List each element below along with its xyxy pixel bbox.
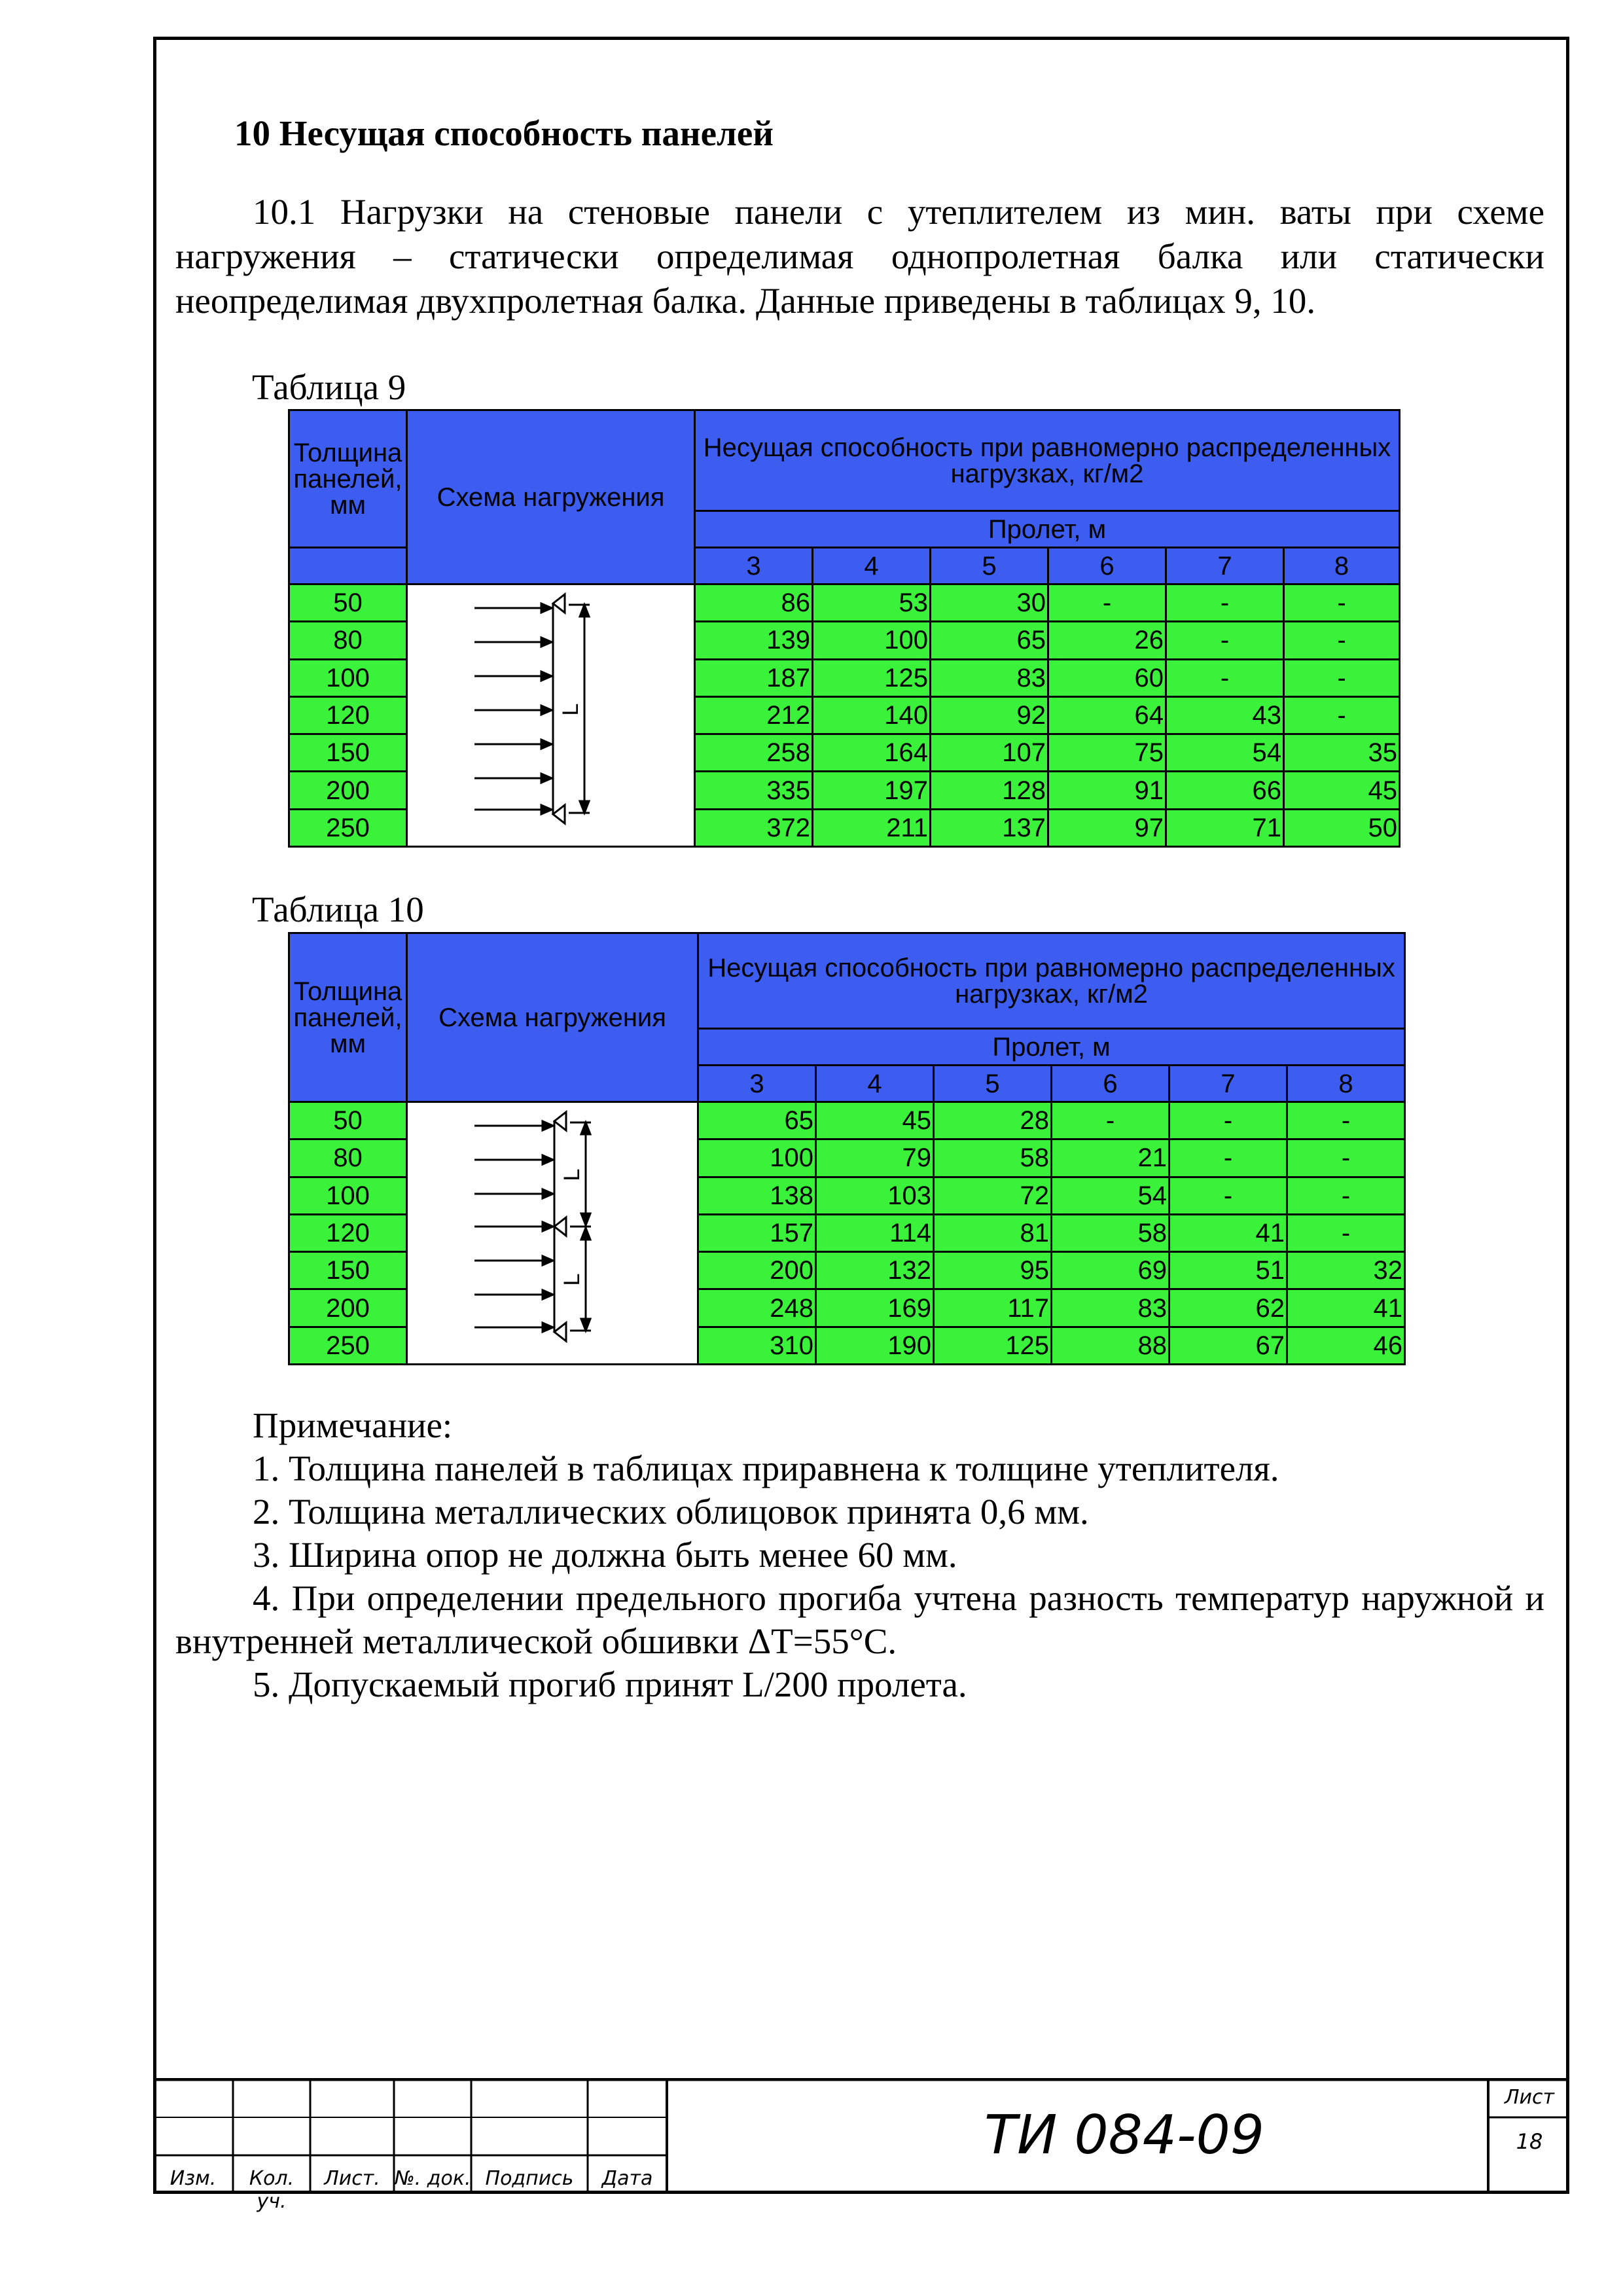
capacity-cell: 65 — [931, 622, 1048, 659]
capacity-cell: 53 — [813, 584, 931, 622]
thickness-cell: 50 — [289, 584, 407, 622]
stamp-label: Кол. уч. — [249, 2167, 294, 2213]
span-col-header: 3 — [695, 548, 813, 584]
capacity-cell: 41 — [1169, 1214, 1287, 1251]
table10-caption: Таблица 10 — [252, 889, 424, 929]
sheet-label: Лист — [1504, 2086, 1555, 2109]
note-item: 1. Толщина панелей в таблицах приравнена к толщине утеплителя. — [253, 1448, 1279, 1488]
capacity-cell: 335 — [695, 772, 813, 809]
capacity-cell: - — [1052, 1102, 1169, 1139]
thickness-cell: 250 — [289, 809, 407, 846]
single-span-beam-diagram — [407, 584, 695, 847]
capacity-cell: - — [1287, 1139, 1405, 1177]
capacity-cell: 35 — [1284, 734, 1400, 772]
note-item: 3. Ширина опор не должна быть менее 60 мм. — [253, 1535, 957, 1575]
thickness-header: Толщина панелей, мм — [289, 410, 407, 548]
thickness-cell: 150 — [289, 734, 407, 772]
capacity-cell: 128 — [931, 772, 1048, 809]
capacity-cell: 100 — [698, 1139, 816, 1177]
capacity-cell: 164 — [813, 734, 931, 772]
capacity-cell: 81 — [934, 1214, 1052, 1251]
capacity-cell: 45 — [816, 1102, 934, 1139]
capacity-cell: 21 — [1052, 1139, 1169, 1177]
capacity-cell: - — [1287, 1177, 1405, 1214]
capacity-cell: 26 — [1048, 622, 1166, 659]
span-col-header: 6 — [1048, 548, 1166, 584]
capacity-cell: 65 — [698, 1102, 816, 1139]
capacity-cell: 258 — [695, 734, 813, 772]
capacity-cell: 50 — [1284, 809, 1400, 846]
capacity-cell: 58 — [1052, 1214, 1169, 1251]
capacity-cell: 91 — [1048, 772, 1166, 809]
capacity-cell: - — [1166, 659, 1284, 696]
capacity-cell: 69 — [1052, 1252, 1169, 1289]
capacity-cell: 54 — [1166, 734, 1284, 772]
capacity-cell: - — [1287, 1214, 1405, 1251]
span-col-header: 7 — [1169, 1066, 1287, 1102]
table-row — [289, 584, 1400, 622]
capacity-cell: 100 — [813, 622, 931, 659]
sheet-number: 18 — [1516, 2129, 1543, 2154]
capacity-cell: 137 — [931, 809, 1048, 846]
span-length-label: L — [558, 703, 583, 716]
capacity-cell: 190 — [816, 1327, 934, 1364]
capacity-cell: - — [1166, 622, 1284, 659]
capacity-cell: 212 — [695, 696, 813, 734]
capacity-cell: 79 — [816, 1139, 934, 1177]
capacity-cell: 157 — [698, 1214, 816, 1251]
capacity-cell: - — [1284, 659, 1400, 696]
capacity-cell: 169 — [816, 1289, 934, 1327]
capacity-cell: 43 — [1166, 696, 1284, 734]
note-item: 4. При определении предельного прогиба учтена разность температур наружной и внутренней металлической обшивки ΔT=55°C. — [175, 1578, 1544, 1661]
table10 — [288, 932, 1406, 1365]
span-col-header: 7 — [1166, 548, 1284, 584]
note-item: 5. Допускаемый прогиб принят L/200 пролета. — [253, 1664, 967, 1704]
stamp-label: Лист. — [324, 2167, 380, 2190]
span-col-header: 3 — [698, 1066, 816, 1102]
two-span-beam-diagram — [407, 1102, 698, 1365]
capacity-cell: 248 — [698, 1289, 816, 1327]
span-length-label: L — [560, 1168, 584, 1181]
title-block — [153, 2078, 1569, 2213]
capacity-cell: 310 — [698, 1327, 816, 1364]
capacity-cell: 71 — [1166, 809, 1284, 846]
table-row — [289, 1102, 1405, 1139]
thickness-header: Толщина панелей, мм — [289, 933, 407, 1102]
span-col-header: 8 — [1284, 548, 1400, 584]
capacity-cell: - — [1166, 584, 1284, 622]
stamp-label: Дата — [601, 2167, 653, 2190]
capacity-cell: 67 — [1169, 1327, 1287, 1364]
table9-caption: Таблица 9 — [252, 367, 406, 407]
capacity-cell: 200 — [698, 1252, 816, 1289]
table9 — [288, 409, 1400, 848]
capacity-cell: 197 — [813, 772, 931, 809]
capacity-cell: 138 — [698, 1177, 816, 1214]
capacity-cell: - — [1284, 696, 1400, 734]
capacity-cell: 211 — [813, 809, 931, 846]
capacity-cell: 45 — [1284, 772, 1400, 809]
thickness-header-spacer — [289, 548, 407, 584]
capacity-cell: 41 — [1287, 1289, 1405, 1327]
capacity-cell: 107 — [931, 734, 1048, 772]
capacity-header: Несущая способность при равномерно распределенных нагрузках, кг/м2 — [695, 410, 1400, 511]
span-col-header: 4 — [813, 548, 931, 584]
thickness-cell: 100 — [289, 659, 407, 696]
thickness-cell: 80 — [289, 1139, 407, 1177]
capacity-cell: 64 — [1048, 696, 1166, 734]
capacity-cell: 30 — [931, 584, 1048, 622]
capacity-cell: 54 — [1052, 1177, 1169, 1214]
capacity-cell: 83 — [1052, 1289, 1169, 1327]
capacity-cell: 72 — [934, 1177, 1052, 1214]
span-col-header: 8 — [1287, 1066, 1405, 1102]
capacity-cell: 88 — [1052, 1327, 1169, 1364]
capacity-cell: 86 — [695, 584, 813, 622]
capacity-cell: 114 — [816, 1214, 934, 1251]
capacity-cell: 117 — [934, 1289, 1052, 1327]
section-heading: 10 Несущая способность панелей — [234, 113, 774, 153]
stamp-label: №. док. — [394, 2167, 471, 2190]
capacity-cell: 97 — [1048, 809, 1166, 846]
span-header: Пролет, м — [695, 511, 1400, 548]
capacity-cell: - — [1284, 622, 1400, 659]
capacity-cell: 372 — [695, 809, 813, 846]
capacity-cell: 139 — [695, 622, 813, 659]
capacity-cell: 95 — [934, 1252, 1052, 1289]
capacity-cell: 62 — [1169, 1289, 1287, 1327]
thickness-cell: 200 — [289, 772, 407, 809]
thickness-cell: 200 — [289, 1289, 407, 1327]
scheme-header: Схема нагружения — [407, 933, 698, 1102]
span-col-header: 5 — [934, 1066, 1052, 1102]
document-code: ТИ 084-09 — [984, 2104, 1264, 2166]
capacity-cell: - — [1169, 1177, 1287, 1214]
capacity-cell: 51 — [1169, 1252, 1287, 1289]
span-header: Пролет, м — [698, 1029, 1405, 1066]
capacity-cell: 92 — [931, 696, 1048, 734]
capacity-cell: 125 — [934, 1327, 1052, 1364]
notes-block — [175, 1404, 1544, 1706]
capacity-cell: 46 — [1287, 1327, 1405, 1364]
capacity-cell: 66 — [1166, 772, 1284, 809]
capacity-cell: - — [1169, 1139, 1287, 1177]
thickness-cell: 50 — [289, 1102, 407, 1139]
capacity-cell: 60 — [1048, 659, 1166, 696]
capacity-cell: 83 — [931, 659, 1048, 696]
capacity-cell: 75 — [1048, 734, 1166, 772]
capacity-cell: 32 — [1287, 1252, 1405, 1289]
capacity-cell: 58 — [934, 1139, 1052, 1177]
span-col-header: 4 — [816, 1066, 934, 1102]
thickness-cell: 120 — [289, 696, 407, 734]
intro-paragraph: 10.1 Нагрузки на стеновые панели с утеплителем из мин. ваты при схеме нагружения – статически определимая однопролетная балка или статически неопределимая двухпролетная балка. Данные приведены в таблицах 9, 10. — [175, 192, 1544, 321]
capacity-cell: 187 — [695, 659, 813, 696]
capacity-header: Несущая способность при равномерно распределенных нагрузках, кг/м2 — [698, 933, 1405, 1029]
span-col-header: 6 — [1052, 1066, 1169, 1102]
capacity-cell: 132 — [816, 1252, 934, 1289]
note-item: 2. Толщина металлических облицовок принята 0,6 мм. — [253, 1492, 1089, 1532]
capacity-cell: - — [1169, 1102, 1287, 1139]
thickness-cell: 80 — [289, 622, 407, 659]
stamp-label: Изм. — [169, 2167, 217, 2190]
notes-title: Примечание: — [253, 1405, 453, 1445]
thickness-cell: 150 — [289, 1252, 407, 1289]
stamp-label: Подпись — [485, 2167, 574, 2190]
scheme-header: Схема нагружения — [407, 410, 695, 584]
capacity-cell: - — [1284, 584, 1400, 622]
capacity-cell: 28 — [934, 1102, 1052, 1139]
capacity-cell: 125 — [813, 659, 931, 696]
capacity-cell: - — [1048, 584, 1166, 622]
thickness-cell: 250 — [289, 1327, 407, 1364]
span-col-header: 5 — [931, 548, 1048, 584]
thickness-cell: 120 — [289, 1214, 407, 1251]
capacity-cell: 103 — [816, 1177, 934, 1214]
span-length-label: L — [560, 1273, 584, 1286]
capacity-cell: 140 — [813, 696, 931, 734]
thickness-cell: 100 — [289, 1177, 407, 1214]
capacity-cell: - — [1287, 1102, 1405, 1139]
